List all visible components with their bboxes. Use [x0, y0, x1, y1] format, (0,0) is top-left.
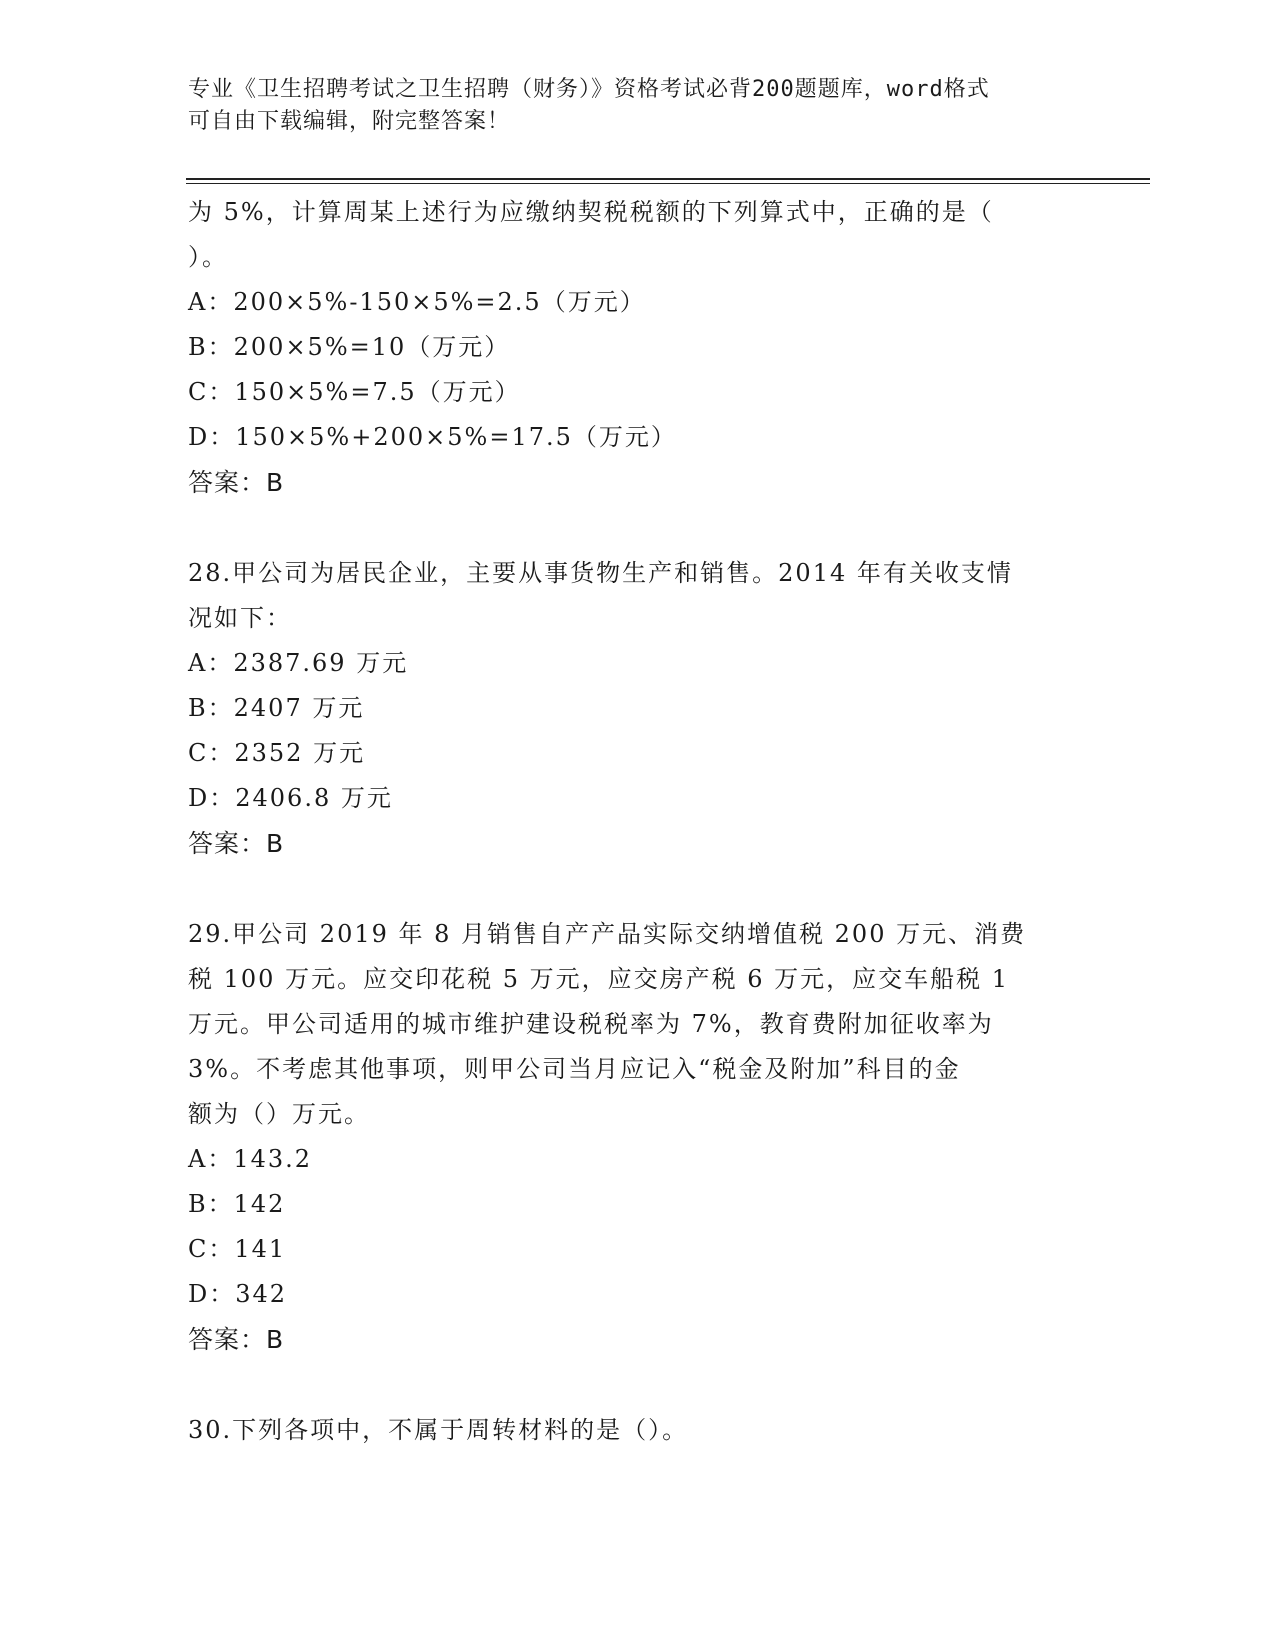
question-stem-line: 29.甲公司 2019 年 8 月销售自产产品实际交纳增值税 200 万元、消费	[188, 920, 1027, 948]
question-stem-line: ）。	[188, 243, 228, 271]
question-stem-line: 30.下列各项中，不属于周转材料的是（）。	[188, 1416, 689, 1444]
question-stem-line: 税 100 万元。应交印花税 5 万元，应交房产税 6 万元，应交车船税 1	[188, 965, 1010, 993]
header-line-1: 专业《卫生招聘考试之卫生招聘（财务）》资格考试必背200题题库，word格式	[188, 77, 990, 102]
option-a: A：200×5%-150×5%=2.5（万元）	[188, 288, 646, 316]
option-b: B：142	[188, 1190, 286, 1218]
question-stem-line: 28.甲公司为居民企业，主要从事货物生产和销售。2014 年有关收支情	[188, 559, 1013, 587]
document-body	[188, 190, 1078, 1453]
option-a: A：2387.69 万元	[188, 649, 409, 677]
option-d: D：150×5%+200×5%=17.5（万元）	[188, 423, 677, 451]
question-28	[188, 551, 1078, 866]
answer-line: 答案：B	[188, 1325, 285, 1354]
question-spacer	[188, 1362, 1078, 1408]
option-d: D：342	[188, 1280, 288, 1308]
question-stem-line: 况如下：	[188, 604, 292, 632]
document-header	[188, 74, 1068, 138]
header-divider-thin	[186, 183, 1150, 184]
question-stem-line: 万元。甲公司适用的城市维护建设税税率为 7%，教育费附加征收率为	[188, 1010, 994, 1038]
option-c: C：150×5%=7.5（万元）	[188, 378, 521, 406]
header-divider-thick	[186, 178, 1150, 180]
answer-line: 答案：B	[188, 468, 285, 497]
question-stem-line: 额为（）万元。	[188, 1100, 370, 1128]
option-b: B：200×5%=10（万元）	[188, 333, 511, 361]
option-b: B：2407 万元	[188, 694, 365, 722]
header-line-2: 可自由下载编辑，附完整答案！	[188, 109, 511, 134]
question-stem-line: 3%。不考虑其他事项，则甲公司当月应记入“税金及附加”科目的金	[188, 1055, 961, 1083]
option-d: D：2406.8 万元	[188, 784, 393, 812]
option-c: C：2352 万元	[188, 739, 366, 767]
answer-line: 答案：B	[188, 829, 285, 858]
question-spacer	[188, 505, 1078, 551]
option-c: C：141	[188, 1235, 287, 1263]
option-a: A：143.2	[188, 1145, 313, 1173]
question-spacer	[188, 866, 1078, 912]
question-27	[188, 190, 1078, 505]
question-29	[188, 912, 1078, 1362]
question-30	[188, 1408, 1078, 1453]
question-stem-line: 为 5%，计算周某上述行为应缴纳契税税额的下列算式中，正确的是（	[188, 198, 994, 226]
